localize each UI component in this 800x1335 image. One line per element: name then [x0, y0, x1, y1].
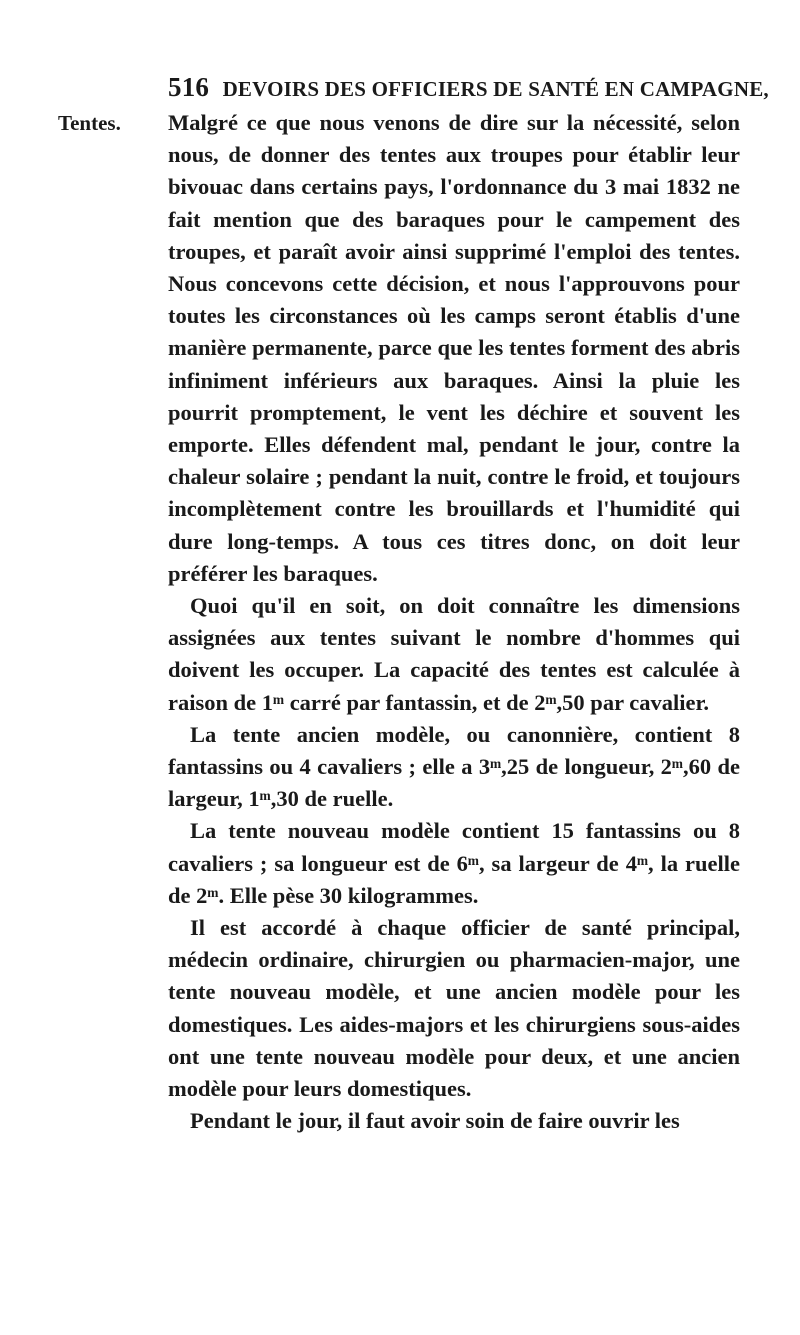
paragraph-3: La tente ancien modèle, ou canonnière, contient 8 fantassins ou 4 cavaliers ; elle a 3ᵐ,25 de longueur, 2ᵐ,60 de largeur, 1ᵐ,30 de ruelle.: [168, 721, 740, 812]
paragraph-1: Malgré ce que nous venons de dire sur la nécessité, selon nous, de donner des tentes aux troupes pour établir leur bivouac dans certains pays, l'ordonnance du 3 mai 1832 ne fait mention que des baraques pour le campement des troupes, et paraît avoir ainsi supprimé l'emploi des tentes. Nous concevons cette décision, et nous l'approuvons pour toutes les circonstances où les camps seront établis d'une manière permanente, parce que les tentes forment des abris infiniment inférieurs aux baraques. Ainsi la pluie les pourrit promptement, le vent les déchire et souvent les emporte. Elles défendent mal, pendant le jour, contre la chaleur solaire ; pendant la nuit, contre le froid, et toujours incomplètement contre les brouillards et l'humidité qui dure long-temps. A tous ces titres donc, on doit leur préférer les baraques.: [168, 110, 740, 586]
margin-note: Tentes.: [58, 111, 121, 135]
body-text: [168, 107, 740, 1138]
page-number: 516: [168, 72, 210, 102]
paragraph-5: Il est accordé à chaque officier de santé principal, médecin ordinaire, chirurgien ou pharmacien-major, une tente nouveau modèle, et une ancien modèle pour les domestiques. Les aides-majors et les chirurgiens sous-aides ont une tente nouveau modèle pour deux, et une ancien modèle pour leurs domestiques.: [168, 915, 740, 1102]
running-header: [168, 72, 769, 103]
paragraph-4: La tente nouveau modèle contient 15 fantassins ou 8 cavaliers ; sa longueur est de 6ᵐ, sa largeur de 4ᵐ, la ruelle de 2ᵐ. Elle pèse 30 kilogrammes.: [168, 818, 740, 908]
paragraph-2: Quoi qu'il en soit, on doit connaître les dimensions assignées aux tentes suivant le nombre d'hommes qui doivent les occuper. La capacité des tentes est calculée à raison de 1ᵐ carré par fantassin, et de 2ᵐ,50 par cavalier.: [168, 593, 740, 715]
running-title: DEVOIRS DES OFFICIERS DE SANTÉ EN CAMPAGNE,: [222, 77, 769, 101]
paragraph-6: Pendant le jour, il faut avoir soin de faire ouvrir les: [190, 1108, 680, 1134]
